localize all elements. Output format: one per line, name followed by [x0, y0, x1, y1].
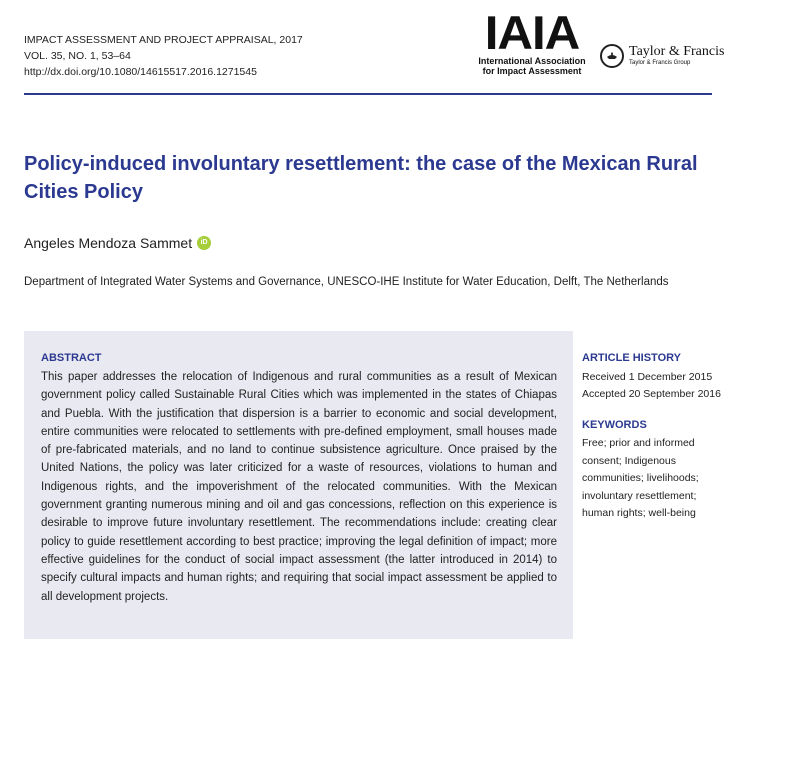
keywords-heading: KEYWORDS	[582, 419, 647, 431]
author-affiliation: Department of Integrated Water Systems and Governance, UNESCO-IHE Institute for Water Education, Delft, The Netherlands	[24, 276, 669, 288]
publisher-name: Taylor & Francis	[629, 44, 725, 59]
iaia-logo-line2: for Impact Assessment	[482, 66, 582, 76]
journal-info	[24, 32, 303, 80]
abstract-box	[24, 331, 573, 639]
publisher-group: Taylor & Francis Group	[629, 60, 691, 66]
article-history-received: Received 1 December 2015	[582, 371, 713, 383]
article-history-accepted: Accepted 20 September 2016	[582, 388, 721, 400]
article-title: Policy-induced involuntary resettlement: the case of the Mexican Rural Cities Policy	[24, 153, 698, 203]
journal-name: IMPACT ASSESSMENT AND PROJECT APPRAISAL, 2017	[24, 34, 303, 46]
journal-doi-link[interactable]: http://dx.doi.org/10.1080/14615517.2016.1271545	[24, 66, 257, 78]
author-line	[24, 235, 211, 251]
author-name: Angeles Mendoza Sammet	[24, 235, 193, 251]
publisher-lamp-icon	[600, 44, 624, 68]
journal-volume: VOL. 35, NO. 1, 53–64	[24, 50, 131, 62]
keywords-list: Free; prior and informed consent; Indigenous communities; livelihoods; involuntary resettlement; human rights; well-being	[582, 437, 699, 519]
iaia-logo-line1: International Association	[478, 56, 586, 66]
publisher-logo	[600, 44, 724, 68]
iaia-logo-word: IAIA	[484, 6, 580, 59]
abstract-text: This paper addresses the relocation of Indigenous and rural communities as a result of Mexican government policy called Sustainable Rural Cities which was implemented in the states of Chiapas and Puebla. With the justification that dispersion is a barrier to economic and social development, entire communities were relocated to settlements with pre-defined employment, small houses made of pre-fabricated materials, and no land to continue subsistence agriculture. Once praised by the United Nations, the policy was later criticized for a waste of resources, violations to human and Indigenous rights, and the impoverishment of the relocated communities. With the Mexican government granting numerous mining and oil and gas concessions, reflection on this experience is desirable to improve future involuntary resettlement. The recommendations include: creating clear policy to guide resettlement according to best practice; improving the legal definition of impact; more effective guidelines for the conduct of social impact assessment (the latter introduced in 2014) to specify cultural impacts and human rights; and requiring that social impact assessment be applied to all development projects.	[41, 371, 557, 603]
abstract-heading: ABSTRACT	[41, 352, 102, 364]
orcid-icon[interactable]: iD	[197, 236, 211, 250]
article-history-heading: ARTICLE HISTORY	[582, 352, 682, 364]
header-divider	[24, 93, 712, 95]
iaia-logo	[478, 6, 586, 76]
